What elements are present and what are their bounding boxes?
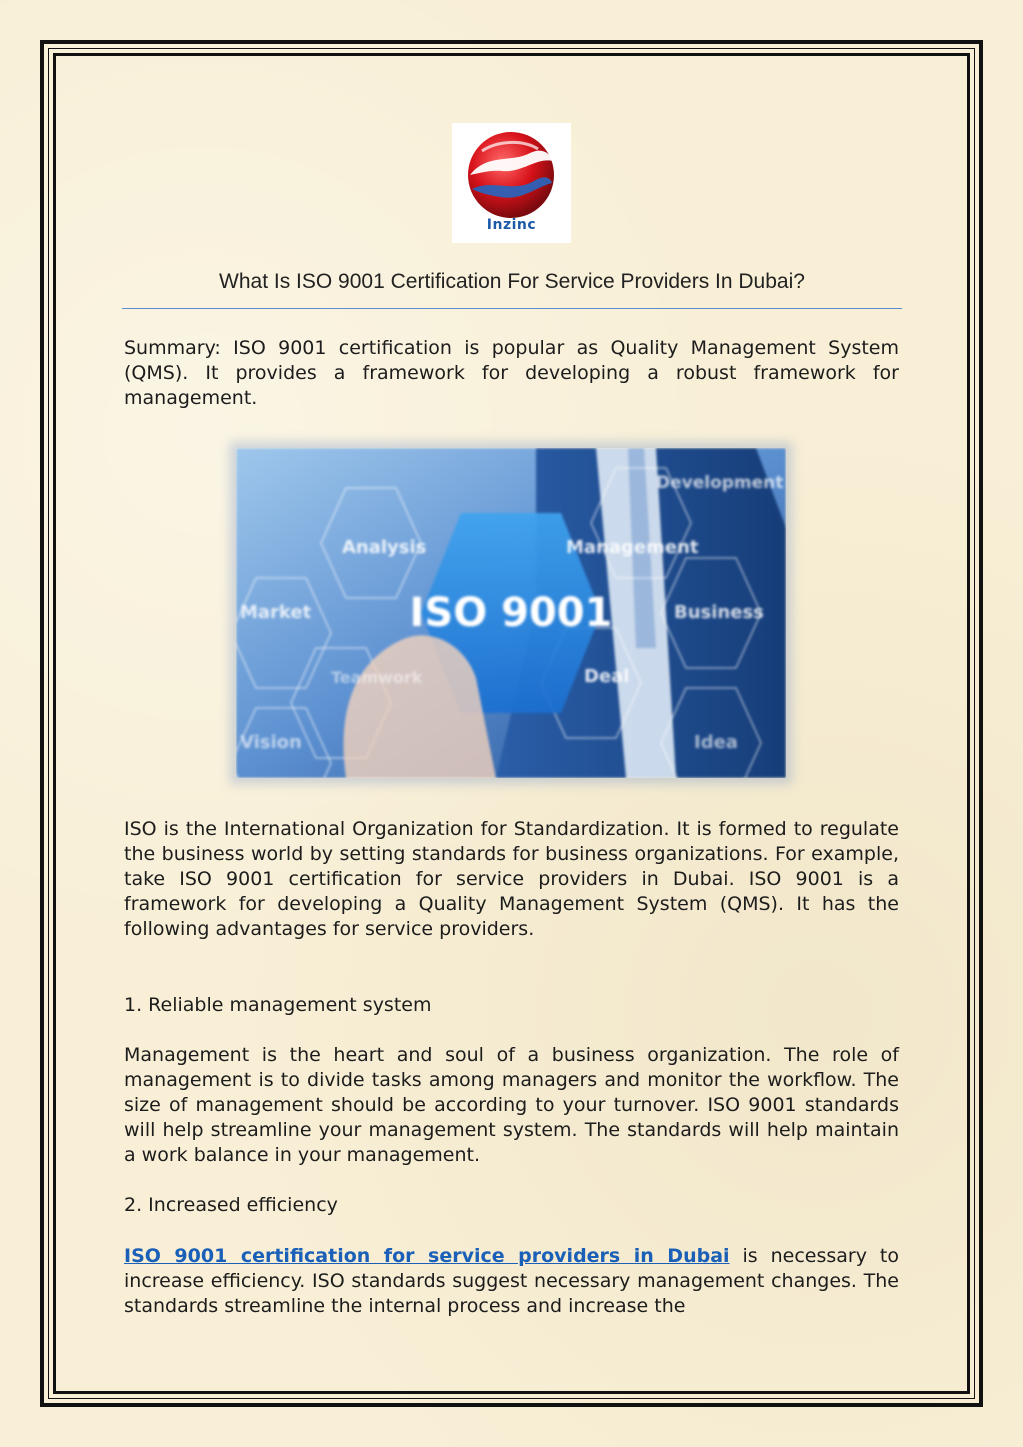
logo-text: Inzinc	[486, 217, 537, 233]
photo-hex-label: Teamwork	[331, 668, 423, 687]
efficiency-paragraph	[124, 1244, 899, 1319]
photo-center-label: ISO 9001	[409, 590, 613, 636]
summary-paragraph: Summary: ISO 9001 certification is popular as Quality Management System (QMS). It provides a framework for developing a robust framework for management.	[124, 337, 899, 409]
management-paragraph: Management is the heart and soul of a business organization. The role of management is to divide tasks among managers and monitor the workflow. The size of management should be according to your turnover. ISO 9001 standards will help streamline your management system. The standards will help maintain a work balance in your management.	[124, 1044, 899, 1166]
intro-paragraph: ISO is the International Organization for Standardization. It is formed to regulate the business world by setting standards for business organizations. For example, take ISO 9001 certification for service providers in Dubai. ISO 9001 is a framework for developing a Quality Management System (QMS). It has the following advantages for service providers.	[124, 818, 899, 940]
photo-hex-label: Deal	[584, 666, 630, 687]
iso-photo	[236, 448, 786, 778]
page-title: What Is ISO 9001 Certification For Service Providers In Dubai?	[219, 270, 805, 293]
photo-hex-label: Development	[656, 473, 784, 493]
photo-hex-label: Business	[674, 602, 764, 623]
company-logo	[452, 123, 571, 243]
efficiency-paragraph-text: is necessary to increase efficiency. ISO standards suggest necessary management changes. The standards streamline the internal process and increase the	[124, 1245, 899, 1317]
section-heading-2: 2. Increased efficiency	[124, 1194, 338, 1216]
photo-hex-label: Management	[566, 537, 699, 558]
photo-hex-label: Market	[240, 602, 312, 623]
photo-hex-label: Vision	[240, 732, 302, 753]
iso-9001-hexagon-photo	[236, 448, 786, 778]
photo-hex-label: Idea	[694, 732, 738, 753]
section-heading-1: 1. Reliable management system	[124, 994, 432, 1016]
photo-hex-label: Analysis	[342, 537, 427, 558]
title-underline	[122, 308, 902, 309]
iso-service-providers-link[interactable]: ISO 9001 certification for service providers in Dubai	[124, 1245, 730, 1267]
